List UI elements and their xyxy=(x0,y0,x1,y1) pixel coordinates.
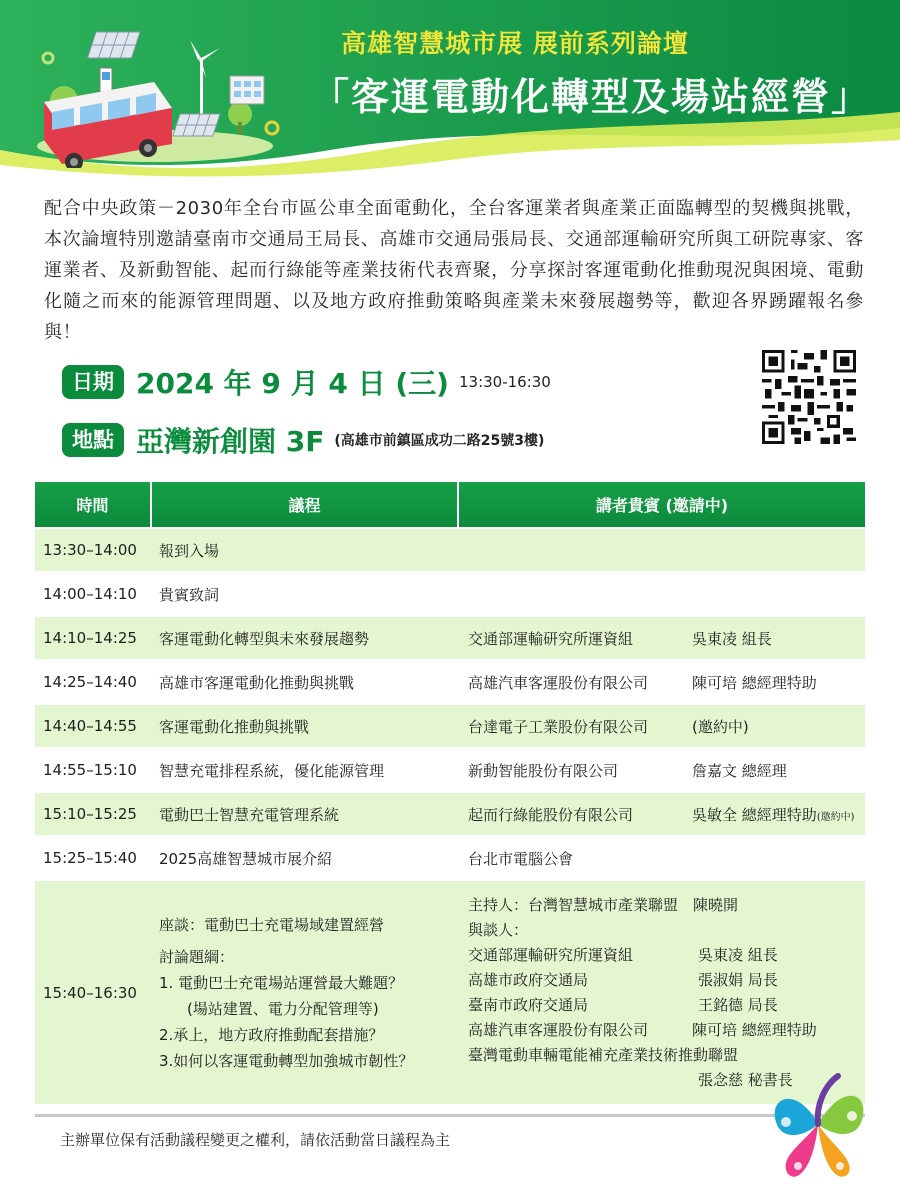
speaker-org: 台達電子工業股份有限公司 xyxy=(468,717,649,736)
venue-address: (高雄市前鎮區成功二路25號3樓) xyxy=(334,433,545,449)
guest-org: 高雄汽車客運股份有限公司 xyxy=(468,1020,649,1039)
speaker-org: 起而行綠能股份有限公司 xyxy=(468,805,634,824)
panel-guest xyxy=(468,943,865,968)
table-row xyxy=(35,748,865,792)
event-venue: 亞灣新創園 3F xyxy=(136,425,325,458)
table-row xyxy=(35,660,865,704)
panel-topic xyxy=(151,880,458,1104)
panel-host: 主持人：台灣智慧城市產業聯盟 陳曉開 xyxy=(468,895,739,914)
panel-alliance-person: 張念慈 秘書長 xyxy=(698,1070,793,1089)
speaker-org: 高雄汽車客運股份有限公司 xyxy=(468,673,649,692)
row-time: 15:40–16:30 xyxy=(35,880,151,1104)
guest-name: 張淑娟 局長 xyxy=(698,970,778,989)
panel-discussion-row xyxy=(35,880,865,1104)
row-topic: 高雄市客運電動化推動與挑戰 xyxy=(151,660,458,704)
row-time: 13:30–14:00 xyxy=(35,528,151,572)
row-topic: 客運電動化轉型與未來發展趨勢 xyxy=(151,616,458,660)
agenda-header-row xyxy=(35,482,865,528)
row-topic: 電動巴士智慧充電管理系統 xyxy=(151,792,458,836)
guest-org: 臺南市政府交通局 xyxy=(468,995,589,1014)
panel-guests-label: 與談人： xyxy=(468,920,529,939)
event-time: 13:30-16:30 xyxy=(458,373,551,391)
forum-series-subtitle: 高雄智慧城市展 展前系列論壇 xyxy=(341,29,689,58)
date-label-badge: 日期 xyxy=(62,365,124,399)
col-header-topic: 議程 xyxy=(151,482,458,528)
forum-main-title: 「客運電動化轉型及場站經營」 xyxy=(310,75,871,119)
row-speaker xyxy=(458,792,865,836)
registration-qr-code[interactable] xyxy=(762,350,856,444)
speaker-status-note: (邀約中) xyxy=(816,811,855,823)
table-row xyxy=(35,572,865,616)
panel-outline-label: 討論題綱： xyxy=(159,947,235,966)
row-speaker xyxy=(458,836,865,880)
row-time: 14:00–14:10 xyxy=(35,572,151,616)
speaker-name: 詹嘉文 總經理 xyxy=(692,761,787,780)
row-time: 15:25–15:40 xyxy=(35,836,151,880)
row-topic: 2025高雄智慧城市展介紹 xyxy=(151,836,458,880)
guest-name: 吳東凌 組長 xyxy=(698,945,778,964)
row-topic: 智慧充電排程系統，優化能源管理 xyxy=(151,748,458,792)
table-row xyxy=(35,704,865,748)
smart-city-expo-logo xyxy=(758,1066,878,1184)
guest-name: 陳可培 總經理特助 xyxy=(692,1020,817,1039)
speaker-org: 交通部運輸研究所運資組 xyxy=(468,629,634,648)
row-topic: 貴賓致詞 xyxy=(151,572,458,616)
date-row xyxy=(62,362,551,402)
row-topic: 客運電動化推動與挑戰 xyxy=(151,704,458,748)
table-row xyxy=(35,616,865,660)
panel-title: 座談：電動巴士充電場域建置經營 xyxy=(159,915,385,934)
header-banner xyxy=(0,0,900,180)
row-speaker xyxy=(458,748,865,792)
speaker-name: (邀約中) xyxy=(692,717,749,736)
panel-guest xyxy=(468,993,865,1018)
col-header-speaker: 講者貴賓 (邀請中) xyxy=(458,482,865,528)
intro-paragraph: 配合中央政策－2030年全台市區公車全面電動化，全台客運業者與產業正面臨轉型的契機與挑戰，本次論壇特別邀請臺南市交通局王局長、高雄市交通局張局長、交通部運輸研究所與工研院專家、客運業者、及新動智能、起而行綠能等產業技術代表齊聚，分享探討客運電動化推動現況與困境、電動化隨之而來的能源管理問題、以及地方政府推動策略與產業未來發展趨勢等，歡迎各界踴躍報名參與！ xyxy=(44,198,864,343)
table-row xyxy=(35,792,865,836)
panel-guest xyxy=(468,1018,865,1043)
speaker-org: 台北市電腦公會 xyxy=(468,849,574,868)
speaker-name: 陳可培 總經理特助 xyxy=(692,673,817,692)
panel-question: 1. 電動巴士充電場站運營最大難題？ xyxy=(159,973,404,992)
table-row xyxy=(35,836,865,880)
guest-name: 王銘德 局長 xyxy=(698,995,778,1014)
panel-alliance-org: 臺灣電動車輛電能補充產業技術推動聯盟 xyxy=(468,1045,739,1064)
panel-question: 2.承上，地方政府推動配套措施？ xyxy=(159,1025,384,1044)
venue-label-badge: 地點 xyxy=(62,423,124,457)
guest-org: 高雄市政府交通局 xyxy=(468,970,589,989)
row-speaker xyxy=(458,660,865,704)
row-speaker xyxy=(458,616,865,660)
agenda-table xyxy=(35,482,865,1104)
organizer-disclaimer: 主辦單位保有活動議程變更之權利，請依活動當日議程為主 xyxy=(60,1131,451,1149)
col-header-time: 時間 xyxy=(35,482,151,528)
speaker-name: 吳敏全 總經理特助 xyxy=(692,805,817,824)
electric-bus-illustration xyxy=(30,18,280,168)
speaker-name: 吳東凌 組長 xyxy=(692,629,772,648)
row-speaker xyxy=(458,704,865,748)
row-time: 14:40–14:55 xyxy=(35,704,151,748)
guest-org: 交通部運輸研究所運資組 xyxy=(468,945,634,964)
row-time: 15:10–15:25 xyxy=(35,792,151,836)
panel-guest xyxy=(468,968,865,993)
row-speaker xyxy=(458,572,865,616)
panel-question-detail: (場站建置、電力分配管理等) xyxy=(187,999,379,1018)
row-time: 14:55–15:10 xyxy=(35,748,151,792)
speaker-org: 新動智能股份有限公司 xyxy=(468,761,619,780)
row-time: 14:25–14:40 xyxy=(35,660,151,704)
table-row xyxy=(35,528,865,572)
row-speaker xyxy=(458,528,865,572)
event-date: 2024 年 9 月 4 日 (三) xyxy=(136,367,449,400)
row-topic: 報到入場 xyxy=(151,528,458,572)
venue-row xyxy=(62,420,544,460)
panel-question: 3.如何以客運電動轉型加強城市韌性？ xyxy=(159,1051,414,1070)
table-bottom-divider xyxy=(35,1114,865,1117)
row-time: 14:10–14:25 xyxy=(35,616,151,660)
